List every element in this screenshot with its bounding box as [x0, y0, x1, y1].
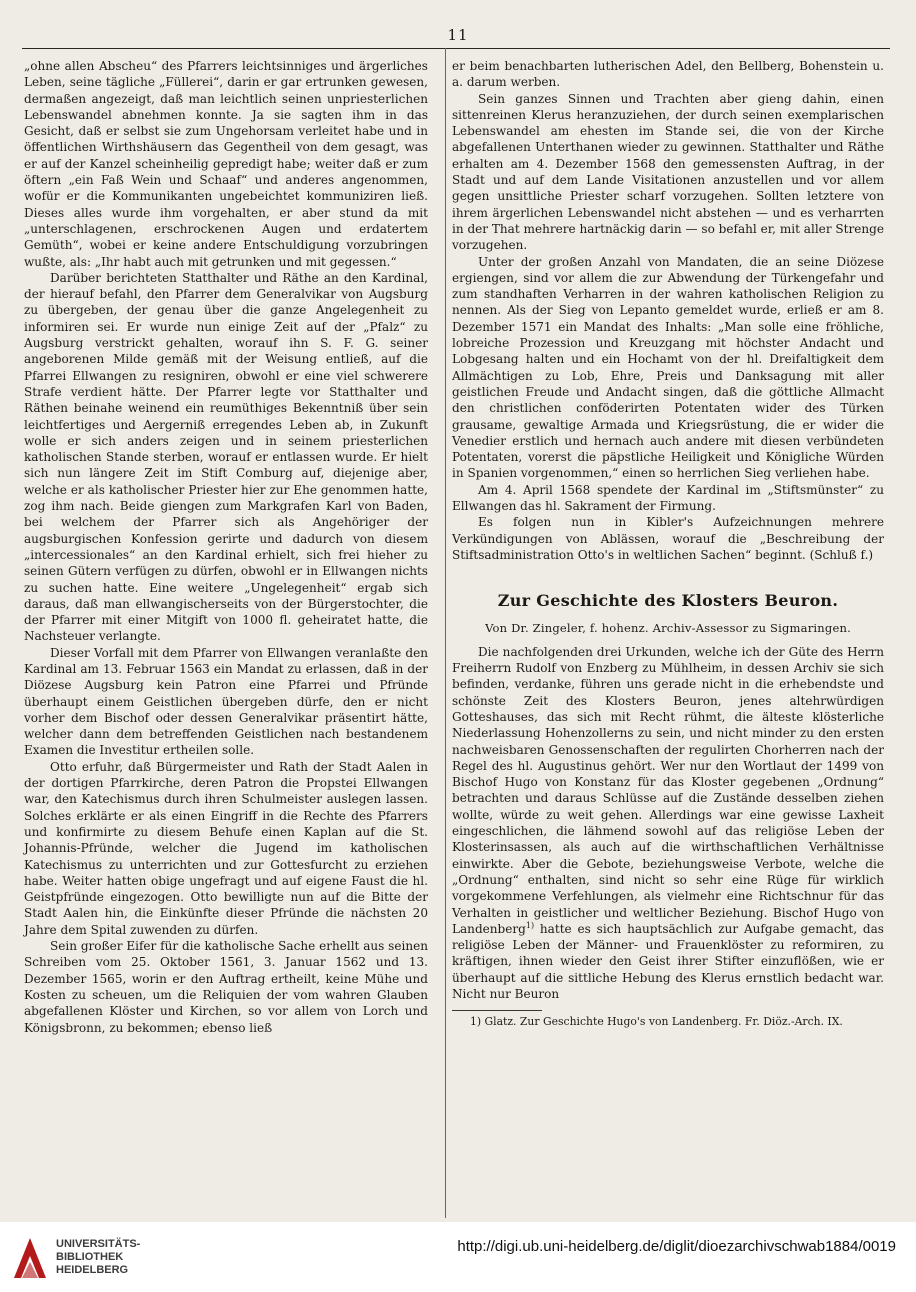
- institution-line: BIBLIOTHEK: [56, 1251, 124, 1263]
- paragraph: Sein ganzes Sinnen und Trachten aber gieng dahin, einen sittenreinen Klerus heranzuziehen, der durch seinen exemplarischen Lebenswandel am ehesten im Stande sei, die von der Kirche abgefallenen Unterthanen wieder zu gewinnen. Statthalter und Räthe erhalten am 4. Dezember 1568 den gemessensten Auftrag, in der Stadt und auf dem Lande Visitationen anzustellen und vor allem gegen unsittliche Priester scharf vorzugehen. Sollten letztere von ihrem ärgerlichen Lebenswandel nicht abstehen — und es verharrten in der That mehrere hartnäckig darin — so befahl er, mit aller Strenge vorzugehen.: [452, 91, 884, 253]
- right-column: [452, 58, 884, 1029]
- institution-line: HEIDELBERG: [56, 1264, 129, 1276]
- paragraph: Otto erfuhr, daß Bürgermeister und Rath der Stadt Aalen in der dortigen Pfarrkirche, deren Patron die Propstei Ellwangen war, den Katechismus durch ihren Schulmeister auslegen lassen. Solches erklärte er als einen Eingriff in die Rechte des Pfarrers und konfirmirte zu diesem Behufe einen Kaplan auf die St. Johannis-Pfründe, welcher die Jugend im katholischen Katechismus zu unterrichten und zur Gottesfurcht zu erziehen habe. Weiter hatten obige ungefragt und auf eigene Faust die hl. Geistpfründe eingezogen. Otto bewilligte nun auf die Bitte der Stadt Aalen hin, die Einkünfte dieser Pfründe die nächsten 20 Jahre dem Spital zuwenden zu dürfen.: [24, 759, 428, 937]
- article-paragraph: [452, 644, 884, 1003]
- column-divider: [445, 48, 446, 1218]
- institution-line: UNIVERSITÄTS-: [56, 1238, 141, 1250]
- source-url[interactable]: http://digi.ub.uni-heidelberg.de/diglit/dioezarchivschwab1884/0019: [457, 1238, 896, 1255]
- header-rule: [22, 48, 890, 49]
- university-logo-icon[interactable]: [10, 1234, 50, 1282]
- paragraph: Unter der großen Anzahl von Mandaten, die an seine Diözese ergiengen, sind vor allem die zur Abwendung der Türkengefahr und zum standhaften Verharren in der wahren katholischen Religion zu nennen. Als der Sieg von Lepanto gemeldet wurde, erließ er am 8. Dezember 1571 ein Mandat des Inhalts: „Man solle eine fröhliche, lobreiche Prozession und Kreuzgang mit höchster Andacht und Lobgesang halten und ein Hochamt von der hl. Dreifaltigkeit dem Allmächtigen zu Lob, Ehre, Preis und Danksagung mit aller geistlichen Freude und Andacht singen, daß die göttliche Allmacht den christlichen conföderirten Potentaten wider des Türken grausame, gewaltige Armada und Kriegsrüstung, die er wider die Venedier erstlich und hernach auch andere mit diesen verbündeten Potentaten, vorerst die päpstliche Heiligkeit und Königliche Würden in Spanien vorgenommen,“ einen so herrlichen Sieg verliehen habe.: [452, 254, 884, 481]
- paragraph: Sein großer Eifer für die katholische Sache erhellt aus seinen Schreiben vom 25. Oktober 1561, 3. Januar 1562 und 13. Dezember 1565, worin er den Auftrag ertheilt, keine Mühe und Kosten zu scheuen, um die Reliquien der vom wahren Glauben abgefallenen Klöster und Kirchen, so vor allem von Lorch und Königsbronn, zu bekommen; ebenso ließ: [24, 939, 428, 1035]
- paragraph: Am 4. April 1568 spendete der Kardinal im „Stiftsmünster“ zu Ellwangen das hl. Sakrament der Firmung.: [452, 482, 884, 514]
- paragraph: Es folgen nun in Kibler's Aufzeichnungen mehrere Verkündigungen von Ablässen, worauf die „Beschreibung der Stiftsadministration Otto's in weltlichen Sachen“ beginnt. (Schluß f.): [452, 515, 884, 562]
- article-byline: Von Dr. Zingeler, f. hohenz. Archiv-Assessor zu Sigmaringen.: [485, 620, 851, 635]
- footnote-rule: [452, 1010, 542, 1011]
- footnote-mark: 1): [525, 920, 535, 930]
- paragraph: Dieser Vorfall mit dem Pfarrer von Ellwangen veranlaßte den Kardinal am 13. Februar 1563 ein Mandat zu erlassen, daß in der Diözese Augsburg kein Patron eine Pfarrei und Pfründe überhaupt einem Geistlichen übergeben dürfe, den er nicht vorher dem Bischof oder dessen Generalvikar präsentirt hätte, welcher dann dem betreffenden Geistlichen nach bestandenem Examen die Investitur ertheilen solle.: [24, 645, 428, 758]
- article-text: hatte es sich hauptsächlich zur Aufgabe gemacht, das religiöse Leben der Männer- und Frauenklöster zu reformiren, zu kräftigen, ihnen wieder den Geist ihrer Stifter einzuflößen, wie er überhaupt auf die sittliche Hebung des Klerus ernstlich bedacht war. Nicht nur Beuron: [452, 921, 884, 1002]
- article-text: Die nachfolgenden drei Urkunden, welche ich der Güte des Herrn Freiherrn Rudolf von Enzberg zu Mühlheim, in dessen Archiv sie sich befinden, verdanke, führen uns gerade nicht in die erhebendste und schönste Zeit des Klosters Beuron, jenes altehrwürdigen Gotteshauses, das sich mit Recht rühmt, die älteste klösterliche Niederlassung Hohenzollerns zu sein, und nicht minder zu den ersten nachweisbaren Genossenschaften der regulirten Chorherren nach der Regel des hl. Augustinus gehört. Wer nur den Wortlaut der 1499 von Bischof Hugo von Konstanz für das Kloster gegebenen „Ordnung“ betrachten und daraus Schlüsse auf die Zustände desselben ziehen wollte, würde zu weit gehen. Allerdings war eine gewisse Laxheit eingeschlichen, die lähmend sowohl auf das religiöse Leben der Klosterinsassen, als auch auf die wirthschaftlichen Verhältnisse einwirkte. Aber die Gebote, beziehungsweise Verbote, welche die „Ordnung“ enthalten, sind nicht so sehr eine Rüge für wirklich vorgekommene Verfehlungen, als vielmehr eine Richtschnur für das Verhalten in geistlicher und weltlicher Beziehung. Bischof Hugo von Landenberg: [452, 644, 884, 936]
- article-title: Zur Geschichte des Klosters Beuron.: [497, 591, 839, 611]
- page-number: 11: [447, 26, 469, 44]
- left-column: [24, 58, 428, 1036]
- paragraph: Darüber berichteten Statthalter und Räthe an den Kardinal, der hierauf befahl, den Pfarrer dem Generalvikar von Augsburg zu übergeben, der genau über die ganze Angelegenheit zu informiren sei. Er wurde nun einige Zeit auf der „Pfalz“ zu Augsburg verstrickt gehalten, worauf ihn S. F. G. seiner angeborenen Milde gemäß mit der Weisung entließ, auf die Pfarrei Ellwangen zu resigniren, obwohl er eine viel schwerere Strafe verdient hätte. Der Pfarrer legte vor Statthalter und Räthen beinahe weinend ein reumüthiges Bekenntniß über sein leichtfertiges und Aergerniß erregendes Leben ab, in Zukunft wolle er sich anders zeigen und in seinem priesterlichen katholischen Stande sterben, worauf er entlassen wurde. Er hielt sich nun längere Zeit im Stift Comburg auf, diejenige aber, welche er als katholischer Priester hier zur Ehe genommen hatte, zog ihm nach. Beide giengen zum Markgrafen Karl von Baden, bei welchem der Pfarrer sich als Angehöriger der augsburgischen Konfession gerirte und dadurch von diesem „intercessionales“ an den Kardinal erhielt, sich frei hieher zu seinen Gütern verfügen zu dürfen, obwohl er in Ellwangen nichts zu suchen hatte. Eine weitere „Ungelegenheit“ ergab sich daraus, daß man ellwangischerseits von der Bürgerstochter, die der Pfarrer mit einer Mitgift von 1000 fl. geheiratet hatte, die Nachsteuer verlangte.: [24, 270, 428, 644]
- paragraph: er beim benachbarten lutherischen Adel, den Bellberg, Bohenstein u. a. darum werben.: [452, 59, 884, 90]
- institution-name: [56, 1238, 140, 1277]
- footnote: 1) Glatz. Zur Geschichte Hugo's von Landenberg. Fr. Diöz.-Arch. IX.: [470, 1015, 843, 1029]
- paragraph: „ohne allen Abscheu“ des Pfarrers leichtsinniges und ärgerliches Leben, seine tägliche „Füllerei“, darin er gar ertrunken gewesen, dermaßen angezeigt, daß man leichtlich seinen unpriesterlichen Lebenswandel abnehmen konnte. Ja sie sagten ihm in das Gesicht, daß er selbst sie zum Ungehorsam verleitet habe und in öffentlichen Wirthshäusern das Gegentheil von dem gesagt, was er auf der Kanzel scheinheilig gepredigt habe; weiter daß er zum öftern „ein Faß Wein und Schaaf“ und anderes angenommen, wofür er die Kommunikanten ungebeichtet kommuniziren ließ. Dieses alles wurde ihm vorgehalten, er aber stund da mit „unterschlagenen, erschrockenen Augen und erdatertem Gemüth“, wobei er keine andere Entschuldigung vorzubringen wußte, als: „Ihr habt auch mit getrunken und mit gegessen.“: [24, 59, 428, 269]
